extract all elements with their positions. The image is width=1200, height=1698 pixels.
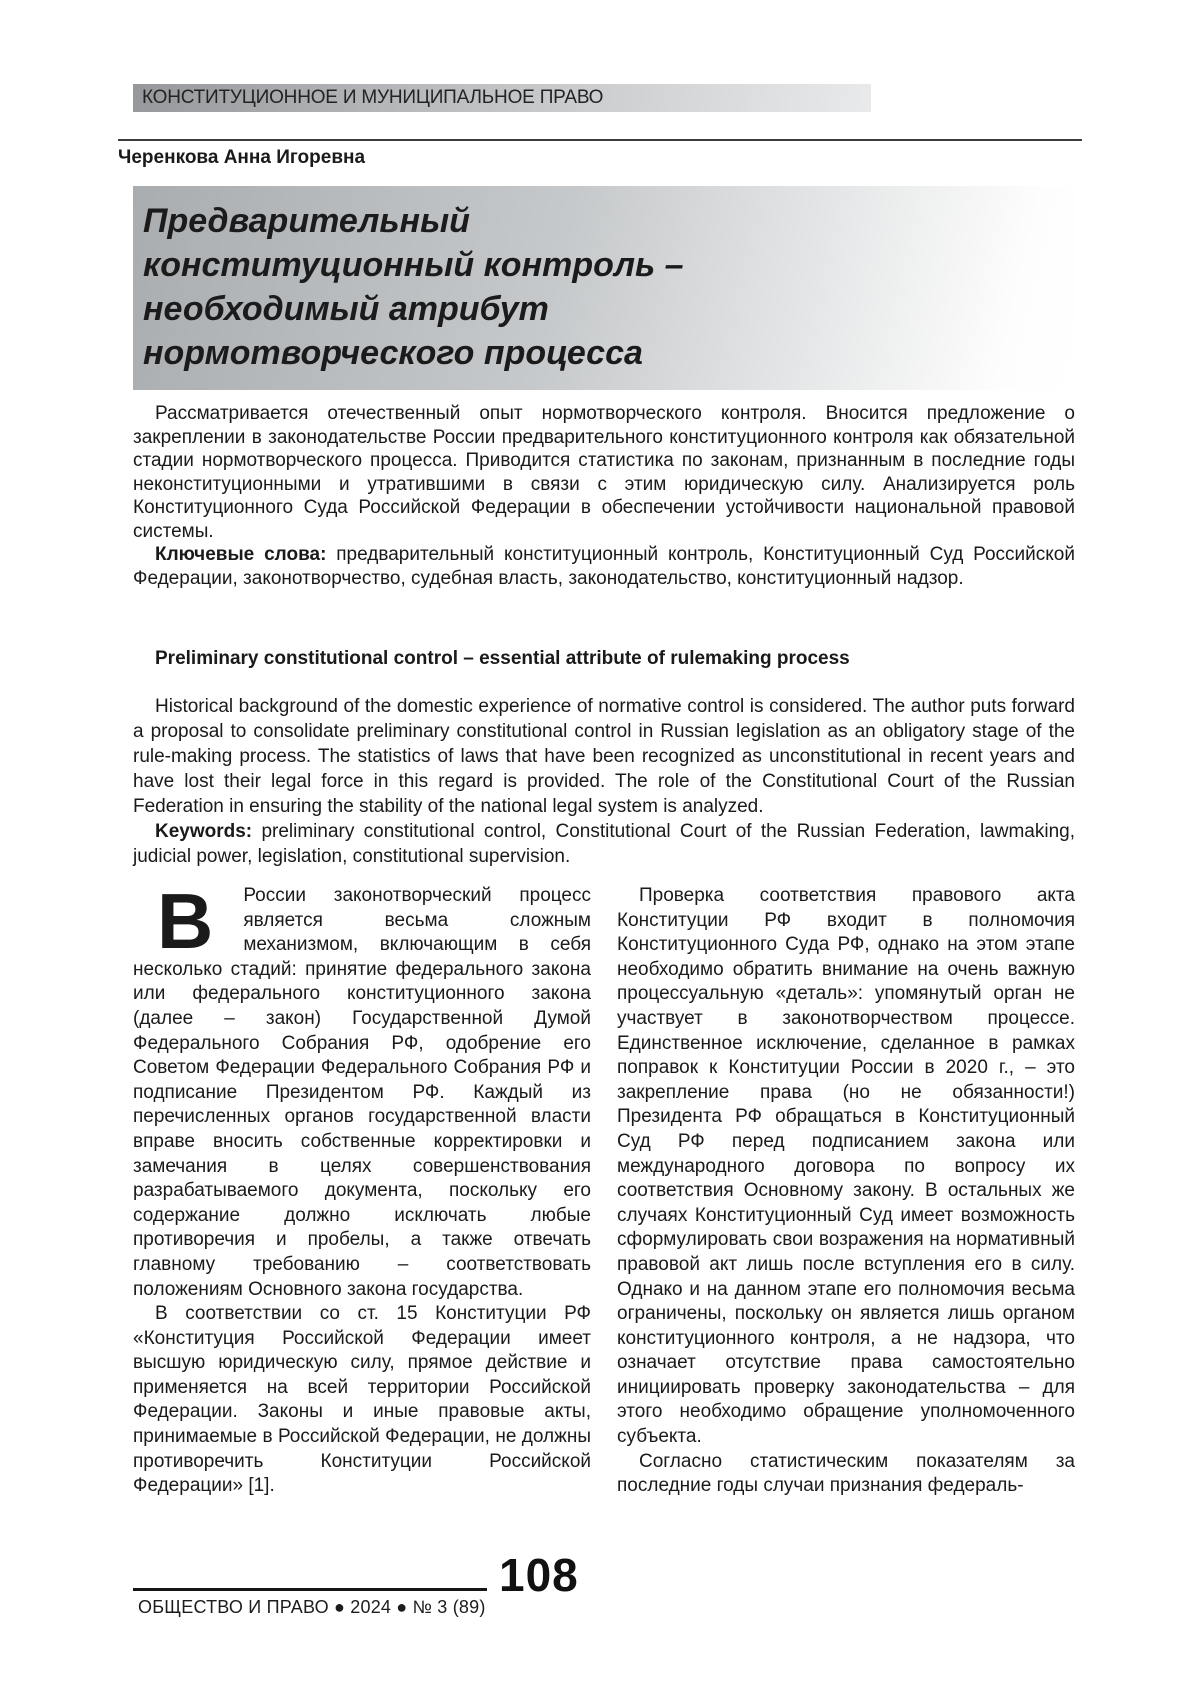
journal-footer: ОБЩЕСТВО И ПРАВО ● 2024 ● № 3 (89) — [138, 1597, 486, 1617]
page-number: 108 — [499, 1549, 579, 1601]
paragraph: Согласно статистическим показателям за последние годы случаи признания федераль- — [617, 1450, 1075, 1497]
paragraph: Проверка соответствия правового акта Конституции РФ входит в полномочия Конституционного Суда РФ, однако на этом этапе необходимо обратить внимание на очень важную процессуальную «деталь»: упомянутый орган не участвует в законотворчеством процессе. Единственное исключение, сделанное в рамках поправок к Конституции России в 2020 г., – это закрепление права (но не обязанности!) Президента РФ обращаться в Конституционный Суд РФ перед подписанием закона или международного договора по вопросу их соответствия Основному закону. В остальных же случаях Конституционный Суд имеет возможность сформулировать свои возражения на нормативный правовой акт лишь после вступления его в силу. Однако и на данном этапе его полномочия весьма ограничены, поскольку он является лишь органом конституционного контроля, а не надзора, что означает отсутствие права самостоятельно инициировать проверку законодательства – для этого необходимо обращение уполномоченного субъекта. — [617, 885, 1075, 1448]
keywords-ru — [133, 543, 1075, 590]
paragraph-text: России законотворческий процесс является весьма сложным механизмом, включающим в себя несколько стадий: принятие федерального закона или федерального конституционного закона (далее – закон) Государственной Думой Федерального Собрания РФ, одобрение его Советом Федерации Федерального Собрания РФ и подписание Президентом РФ. Каждый из перечисленных органов государственной власти вправе вносить собственные корректировки и замечания в целях совершенствования разрабатываемого документа, поскольку его содержание должно исключать любые противоречия и пробелы, а также отвечать главному требованию – соответствовать положениям Основного закона государства. — [133, 885, 591, 1300]
section-header-label: КОНСТИТУЦИОННОЕ И МУНИЦИПАЛЬНОЕ ПРАВО — [142, 87, 604, 108]
left-column — [133, 877, 591, 1499]
keywords-ru-text: предварительный конституционный контроль, Конституционный Суд Российской Федерации, законотворчество, судебная власть, законодательство, конституционный надзор. — [133, 544, 1075, 589]
abstract-en: Historical background of the domestic experience of normative control is considered. The author puts forward a proposal to consolidate preliminary constitutional control in Russian legislation as an obligatory stage of the rule-making process. The statistics of laws that have been recognized as unconstitutional in recent years and have lost their legal force in this regard is provided. The role of the Constitutional Court of the Russian Federation in ensuring the stability of the national legal system is analyzed. — [133, 696, 1075, 817]
article-title-en: Preliminary constitutional control – essential attribute of rulemaking process — [155, 648, 850, 669]
section-header-band — [133, 84, 871, 112]
footer-divider — [133, 1588, 487, 1591]
author-name: Черенкова Анна Игоревна — [118, 147, 366, 168]
title-line-2: конституционный контроль – — [143, 246, 684, 284]
keywords-ru-label: Ключевые слова: — [155, 544, 327, 565]
author-divider — [118, 139, 1082, 141]
abstract-en-block — [133, 694, 1075, 869]
abstract-ru-block — [133, 402, 1075, 590]
body-columns — [133, 877, 1075, 1499]
title-line-4: нормотворческого процесса — [143, 334, 643, 372]
paragraph-dropcap — [133, 877, 591, 1302]
keywords-en-text: preliminary constitutional control, Constitutional Court of the Russian Federation, lawmaking, judicial power, legislation, constitutional supervision. — [133, 821, 1075, 867]
article-title-ru — [133, 186, 1075, 390]
right-column — [617, 884, 1075, 1499]
abstract-ru: Рассматривается отечественный опыт нормотворческого контроля. Вносится предложение о закреплении в законодательстве России предварительного конституционного контроля как обязательной стадии нормотворческого процесса. Приводится статистика по законам, признанным в последние годы неконституционными и утратившими в связи с этим юридическую силу. Анализируется роль Конституционного Суда Российской Федерации в обеспечении устойчивости национальной правовой системы. — [133, 403, 1075, 542]
title-line-3: необходимый атрибут — [143, 290, 549, 328]
paragraph: В соответствии со ст. 15 Конституции РФ «Конституция Российской Федерации имеет высшую юридическую силу, прямое действие и применяется на всей территории Российской Федерации. Законы и иные правовые акты, принимаемые в Российской Федерации, не должны противоречить Конституции Российской Федерации» [1]. — [133, 1303, 591, 1497]
drop-cap: В — [157, 877, 214, 965]
title-line-1: Предварительный — [143, 202, 470, 240]
keywords-en-label: Keywords: — [155, 821, 253, 842]
keywords-en — [133, 819, 1075, 869]
